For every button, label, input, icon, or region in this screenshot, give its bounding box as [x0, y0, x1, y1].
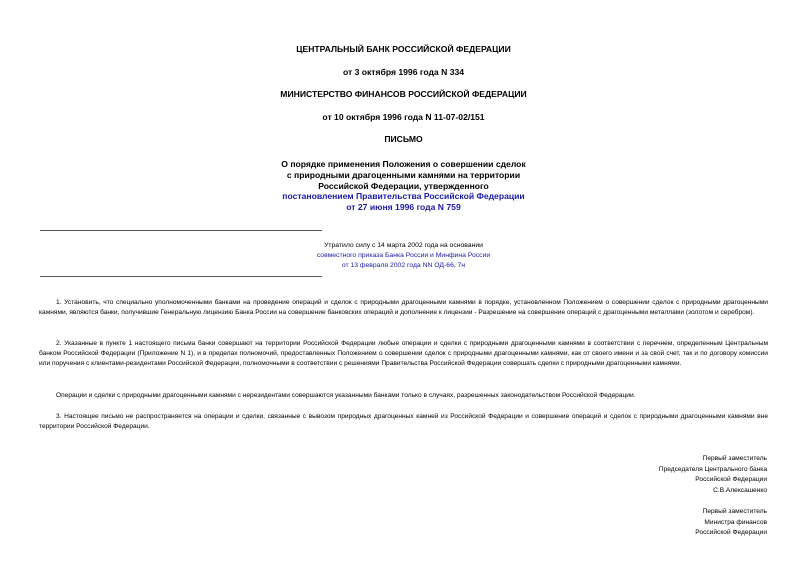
signature-title: Первый заместитель	[702, 455, 767, 462]
paragraph-1: 1. Установить, что специально уполномоченными банками на проведение операций и сделок с природными драгоценными камнями в порядке, установленном Положением о совершении сделок с природными драгоценными камнями, являются банки, получившие Генеральную лицензию Банка России на совершение банковских операций и дополнение к лицензии - Разрешение на совершение операций с драгоценными металлами (золотом и серебром).	[39, 299, 768, 317]
issuer-bank-date: от 3 октября 1996 года N 334	[342, 67, 465, 77]
paragraph-3: Операции и сделки с природными драгоценными камнями с нерезидентами совершаются указанными банками только в случаях, разрешенных законодательством Российской Федерации.	[56, 392, 636, 399]
divider-bottom	[40, 276, 322, 277]
signature-title: Министра финансов	[704, 518, 767, 526]
signature-block-ministry	[695, 507, 767, 539]
signature-title: Первый заместитель	[702, 508, 767, 515]
issuer-ministry: МИНИСТЕРСТВО ФИНАНСОВ РОССИЙСКОЙ ФЕДЕРАЦИИ	[280, 89, 527, 99]
signatory-name: С.В.Алексашенко	[713, 486, 767, 494]
validity-note-text: Утратило силу с 14 марта 2002 года на основании	[324, 242, 483, 249]
decree-link[interactable]: постановлением Правительства Российской Федерации	[282, 191, 525, 202]
validity-note	[0, 241, 807, 271]
divider-top	[40, 230, 322, 231]
repeal-order-link-date[interactable]: от 13 февраля 2002 года NN ОД-66, 7н	[341, 262, 466, 269]
signature-title: Председателя Центрального банка	[658, 465, 767, 473]
title-line: с природными драгоценными камнями на территории	[286, 169, 521, 180]
paragraph-4: 3. Настоящее письмо не распространяется на операции и сделки, связанные с вывозом природных драгоценных камней из Российской Федерации и совершение операций и сделок с природными драгоценными камнями вне территории Российской Федерации.	[39, 413, 768, 431]
paragraph-2: 2. Указанные в пункте 1 настоящего письма банки совершают на территории Российской Федерации любые операции и сделки с природными драгоценными камнями в соответствии с перечнем, определенным Центральным банком Российской Федерации (Приложение N 1), и в пределах полномочий, предоставленных Положением о совершении сделок с природными драгоценными камнями, как от своего имени и за свой счет, так и по договору комиссии или поручения с клиентами-резидентами Российской Федерации, полномочными в соответствии с решениями Правительства Российской Федерации совершать сделки с природными драгоценными камнями.	[39, 340, 768, 368]
signature-title: Российской Федерации	[695, 529, 767, 537]
issuer-ministry-date: от 10 октября 1996 года N 11-07-02/151	[322, 112, 485, 122]
title-line: Российской Федерации, утвержденного	[318, 180, 489, 191]
document-title	[0, 159, 807, 213]
signature-block-bank	[659, 454, 767, 496]
repeal-order-link[interactable]: совместного приказа Банка России и Минфина России	[316, 252, 491, 259]
document-type: ПИСЬМО	[384, 134, 423, 144]
decree-link-date[interactable]: от 27 июня 1996 года N 759	[346, 202, 461, 213]
issuer-bank: ЦЕНТРАЛЬНЫЙ БАНК РОССИЙСКОЙ ФЕДЕРАЦИИ	[296, 44, 511, 54]
signature-title: Российской Федерации	[695, 476, 767, 484]
title-line: О порядке применения Положения о совершении сделок	[281, 159, 526, 169]
